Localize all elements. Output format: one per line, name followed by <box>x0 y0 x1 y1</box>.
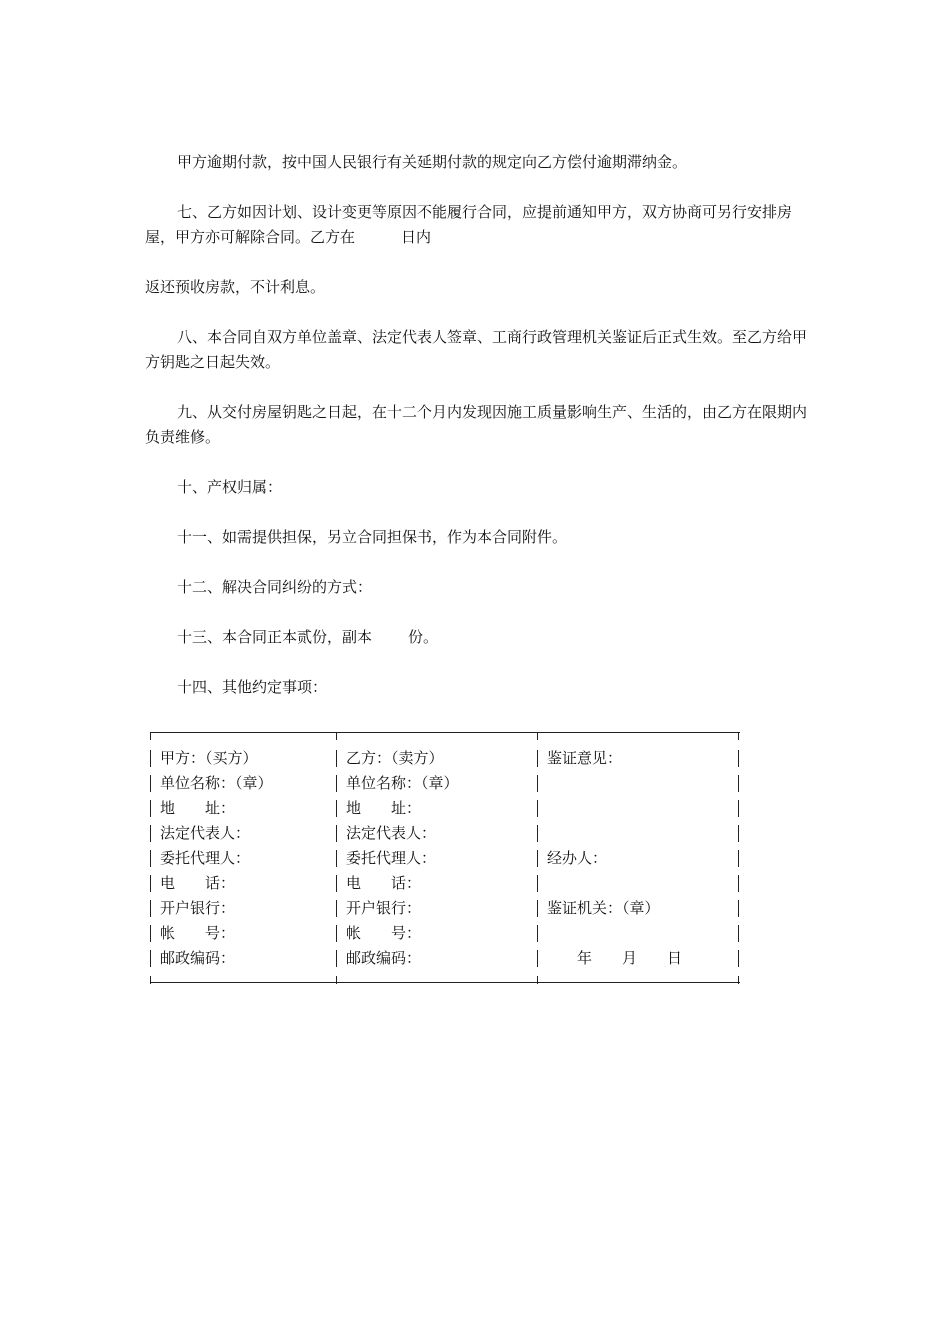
cell-border <box>336 900 337 917</box>
table-row <box>150 746 740 771</box>
paragraph-late-payment: 甲方逾期付款，按中国人民银行有关延期付款的规定向乙方偿付逾期滞纳金。 <box>177 153 688 171</box>
cell-border <box>537 750 538 767</box>
table-top-tick <box>537 732 538 740</box>
cell-seller: 开户银行： <box>346 899 422 917</box>
cell-seller: 电 话： <box>346 874 422 892</box>
paragraph-clause-11: 十一、如需提供担保，另立合同担保书，作为本合同附件。 <box>177 528 568 546</box>
cell-border <box>336 775 337 792</box>
table-top-border <box>150 732 740 733</box>
cell-border <box>336 875 337 892</box>
cell-border <box>336 850 337 867</box>
cell-border <box>738 925 739 942</box>
table-row <box>150 796 740 821</box>
cell-border <box>150 750 151 767</box>
cell-buyer: 单位名称：（章） <box>160 774 273 792</box>
cell-border <box>150 850 151 867</box>
cell-border <box>537 775 538 792</box>
cell-seller: 邮政编码： <box>346 949 422 967</box>
cell-seller: 乙方：（卖方） <box>346 749 444 767</box>
cell-border <box>537 800 538 817</box>
clause-13-text: 十三、本合同正本贰份，副本 <box>177 628 373 646</box>
cell-notary: 鉴证意见： <box>547 749 623 767</box>
cell-seller: 帐 号： <box>346 924 422 942</box>
cell-border <box>738 950 739 967</box>
table-bottom-border <box>150 982 740 983</box>
paragraph-clause-8: 八、本合同自双方单位盖章、法定代表人签章、工商行政管理机关鉴证后正式生效。至乙方给甲方钥匙之日起失效。 <box>145 328 808 371</box>
table-top-tick <box>150 732 151 740</box>
cell-buyer: 甲方：（买方） <box>160 749 258 767</box>
cell-border <box>738 900 739 917</box>
cell-buyer: 帐 号： <box>160 924 236 942</box>
cell-border <box>336 950 337 967</box>
clause-13-suffix: 份。 <box>408 628 439 646</box>
table-top-tick <box>336 732 337 740</box>
table-row <box>150 946 740 971</box>
cell-border <box>150 825 151 842</box>
cell-seller: 法定代表人： <box>346 824 437 842</box>
paragraph-clause-12: 十二、解决合同纠纷的方式： <box>177 578 373 596</box>
cell-border <box>150 950 151 967</box>
cell-border <box>336 750 337 767</box>
cell-notary: 经办人： <box>547 849 608 867</box>
paragraph-clause-9: 九、从交付房屋钥匙之日起，在十二个月内发现因施工质量影响生产、生活的，由乙方在限期内负责维修。 <box>145 403 808 446</box>
signature-table <box>150 732 740 984</box>
cell-border <box>537 850 538 867</box>
clause-7-days: 日内 <box>401 228 432 246</box>
cell-border <box>150 875 151 892</box>
cell-buyer: 电 话： <box>160 874 236 892</box>
paragraph-refund: 返还预收房款，不计利息。 <box>145 278 326 296</box>
cell-border <box>150 900 151 917</box>
cell-border <box>738 875 739 892</box>
table-row <box>150 871 740 896</box>
cell-buyer: 法定代表人： <box>160 824 251 842</box>
cell-border <box>336 800 337 817</box>
cell-border <box>150 800 151 817</box>
cell-border <box>738 800 739 817</box>
cell-buyer: 邮政编码： <box>160 949 236 967</box>
cell-border <box>150 775 151 792</box>
table-row <box>150 771 740 796</box>
cell-seller: 委托代理人： <box>346 849 437 867</box>
table-row <box>150 921 740 946</box>
cell-border <box>537 900 538 917</box>
cell-border <box>336 825 337 842</box>
cell-border <box>537 825 538 842</box>
table-row <box>150 821 740 846</box>
cell-border <box>738 750 739 767</box>
cell-buyer: 委托代理人： <box>160 849 251 867</box>
table-row <box>150 846 740 871</box>
table-top-tick <box>738 732 739 740</box>
paragraph-clause-13 <box>145 625 810 650</box>
paragraph-clause-14: 十四、其他约定事项： <box>177 678 328 696</box>
cell-border <box>336 925 337 942</box>
cell-buyer: 地 址： <box>160 799 236 817</box>
cell-border <box>738 850 739 867</box>
cell-seller: 单位名称：（章） <box>346 774 459 792</box>
cell-border <box>738 825 739 842</box>
cell-buyer: 开户银行： <box>160 899 236 917</box>
cell-notary: 年 月 日 <box>547 949 683 967</box>
cell-seller: 地 址： <box>346 799 422 817</box>
cell-border <box>537 925 538 942</box>
table-row <box>150 896 740 921</box>
cell-notary: 鉴证机关：（章） <box>547 899 660 917</box>
paragraph-clause-10: 十、产权归属： <box>177 478 283 496</box>
cell-border <box>150 925 151 942</box>
cell-border <box>537 875 538 892</box>
paragraph-clause-7 <box>145 200 810 250</box>
cell-border <box>738 775 739 792</box>
clause-7-text: 七、乙方如因计划、设计变更等原因不能履行合同，应提前通知甲方，双方协商可另行安排房屋，甲方亦可解除合同。乙方在 <box>145 203 793 246</box>
cell-border <box>537 950 538 967</box>
